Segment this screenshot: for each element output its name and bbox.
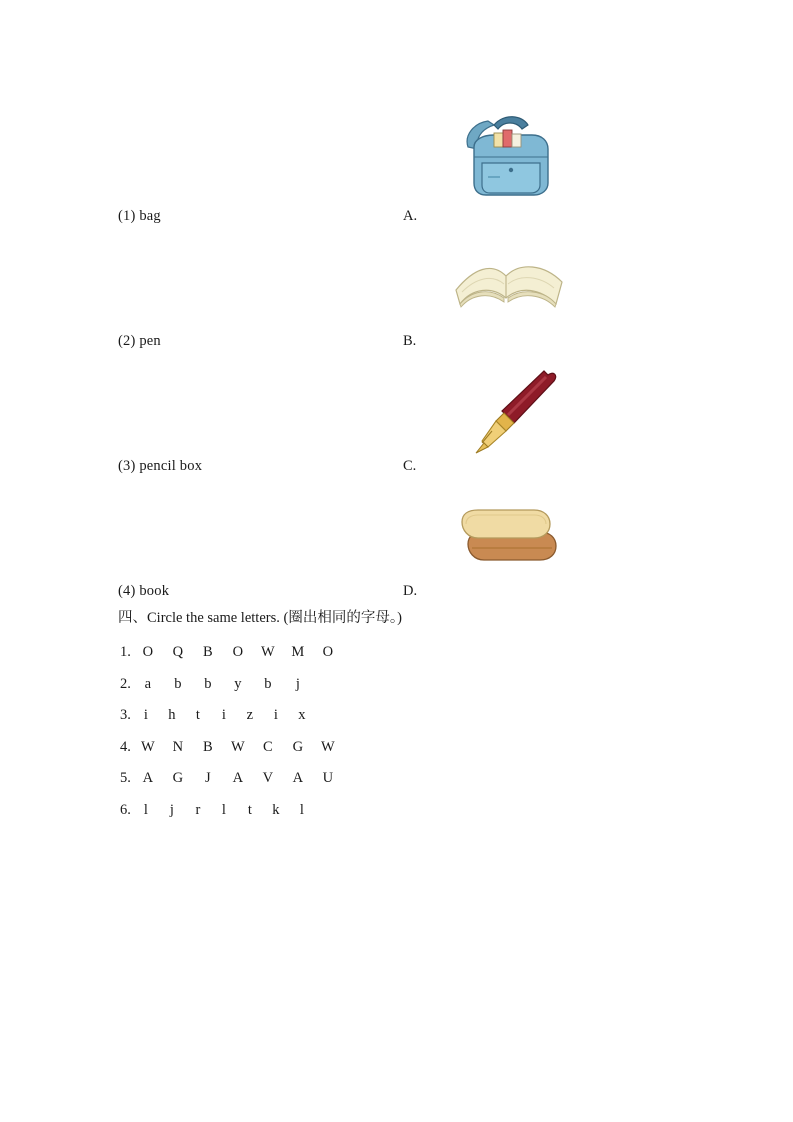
match-row bbox=[118, 475, 678, 600]
letter-cell: i bbox=[273, 707, 278, 723]
letter-cell: b bbox=[204, 676, 212, 692]
section-four-heading: 四、Circle the same letters. (圈出相同的字母。) bbox=[118, 610, 402, 626]
match-word-3: (3) pencil box bbox=[118, 458, 203, 474]
letter-cell: A bbox=[292, 770, 304, 786]
letter-cell: x bbox=[298, 707, 306, 723]
letter-cell: b bbox=[174, 676, 182, 692]
letter-cell: A bbox=[142, 770, 154, 786]
letter-line-6 bbox=[120, 802, 315, 819]
letter-cell: l bbox=[221, 802, 226, 818]
line-number: 2. bbox=[120, 676, 131, 692]
letter-cell: t bbox=[247, 802, 252, 818]
letter-cell: y bbox=[234, 676, 242, 692]
match-row bbox=[118, 100, 678, 225]
letter-cell: B bbox=[203, 739, 213, 755]
letter-cell: b bbox=[264, 676, 272, 692]
letter-cell: t bbox=[195, 707, 200, 723]
letter-cell: O bbox=[322, 644, 334, 660]
letter-cell: z bbox=[246, 707, 254, 723]
letter-cell: U bbox=[322, 770, 334, 786]
letter-cell: G bbox=[292, 739, 304, 755]
letter-cell: W bbox=[261, 644, 275, 660]
line-number: 3. bbox=[120, 707, 131, 723]
match-word-1: (1) bag bbox=[118, 208, 161, 224]
match-row bbox=[118, 350, 678, 475]
letter-cell: B bbox=[203, 644, 213, 660]
line-number: 6. bbox=[120, 802, 131, 818]
match-option-d: D. bbox=[403, 583, 418, 599]
letter-line-1 bbox=[120, 644, 343, 661]
letter-cell: j bbox=[169, 802, 174, 818]
fountain-pen-illustration bbox=[448, 357, 568, 457]
letter-cell: W bbox=[231, 739, 245, 755]
letter-cell: l bbox=[299, 802, 304, 818]
pencil-box-illustration bbox=[448, 482, 568, 582]
letter-line-2 bbox=[120, 676, 313, 693]
letter-cell: a bbox=[144, 676, 152, 692]
match-row bbox=[118, 225, 678, 350]
open-book-illustration bbox=[448, 232, 568, 332]
letter-cell: O bbox=[232, 644, 244, 660]
letter-cell: V bbox=[262, 770, 274, 786]
match-word-4: (4) book bbox=[118, 583, 170, 599]
letter-cell: W bbox=[141, 739, 155, 755]
letter-cell: h bbox=[168, 707, 176, 723]
letter-cell: C bbox=[263, 739, 273, 755]
match-option-a: A. bbox=[403, 208, 418, 224]
letter-cell: M bbox=[291, 644, 305, 660]
letter-cell: l bbox=[143, 802, 148, 818]
letter-cell: i bbox=[143, 707, 148, 723]
letter-line-4 bbox=[120, 739, 343, 756]
line-number: 1. bbox=[120, 644, 131, 660]
match-option-b: B. bbox=[403, 333, 417, 349]
backpack-illustration bbox=[448, 107, 568, 207]
letter-cell: j bbox=[295, 676, 300, 692]
line-number: 5. bbox=[120, 770, 131, 786]
letter-cell: Q bbox=[172, 644, 184, 660]
letter-cell: k bbox=[272, 802, 280, 818]
letter-cell: W bbox=[321, 739, 335, 755]
letter-line-5 bbox=[120, 770, 343, 787]
letter-cell: J bbox=[205, 770, 211, 786]
letter-cell: A bbox=[232, 770, 244, 786]
letter-cell: r bbox=[195, 802, 201, 818]
line-number: 4. bbox=[120, 739, 131, 755]
letter-cell: N bbox=[172, 739, 184, 755]
letter-cell: O bbox=[142, 644, 154, 660]
match-option-c: C. bbox=[403, 458, 417, 474]
match-word-2: (2) pen bbox=[118, 333, 161, 349]
letter-line-3 bbox=[120, 707, 315, 724]
letter-cell: i bbox=[221, 707, 226, 723]
letter-cell: G bbox=[172, 770, 184, 786]
